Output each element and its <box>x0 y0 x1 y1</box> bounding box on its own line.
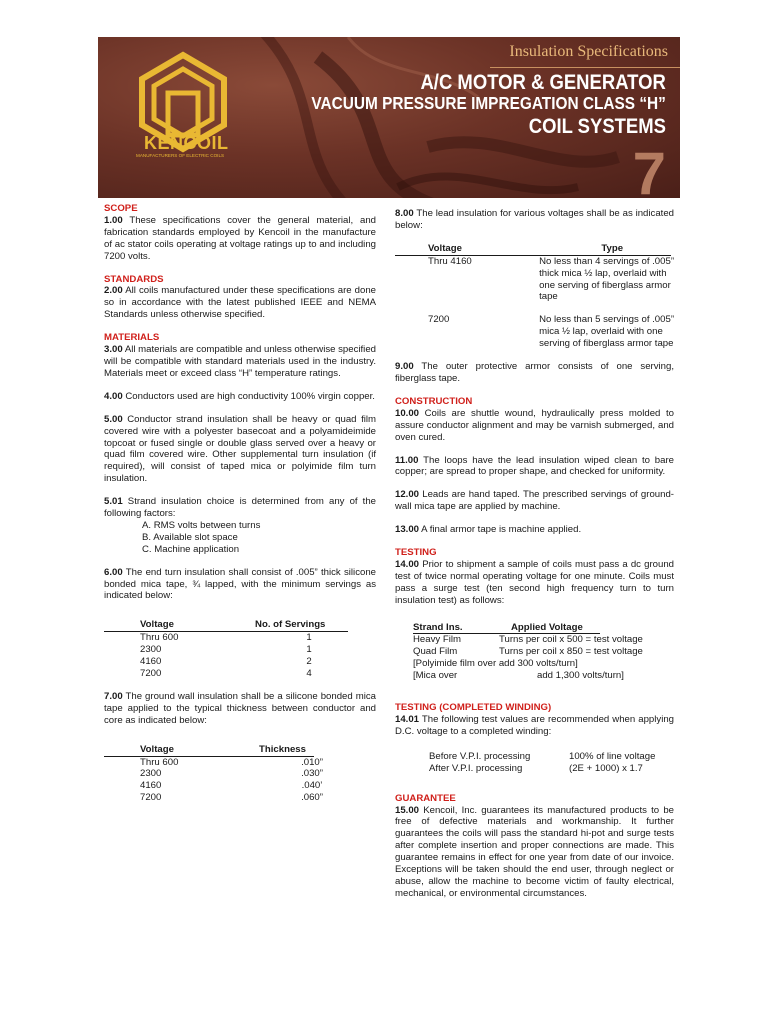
thickness-table <box>104 744 376 805</box>
list-item: A. RMS volts between turns <box>142 519 261 531</box>
table-cell: 2300 <box>140 768 162 780</box>
clause-number: 14.00 <box>395 558 420 570</box>
table-note <box>413 670 674 682</box>
heading-standards: STANDARDS <box>104 273 164 285</box>
clause-number: 6.00 <box>104 566 123 578</box>
banner-title-line-2: VACUUM PRESSURE IMPREGATION CLASS “H” <box>311 93 666 113</box>
table-header <box>413 622 600 635</box>
lead-insulation-table <box>395 243 674 350</box>
table-cell: Before V.P.I. processing <box>429 750 531 762</box>
clause-text: All coils manufactured under these specifications are done so in accordance with the latest published IEEE and NEMA Standards unless otherwise specified. <box>104 285 377 321</box>
servings-table <box>104 619 376 680</box>
paragraph-7-00 <box>104 691 376 727</box>
table-row <box>395 314 674 350</box>
table-cell: 4160 <box>140 780 162 792</box>
table-cell: No less than 4 servings of .005” thick mica ½ lap, overlaid with one serving of fiberglass armor tape <box>539 255 675 303</box>
table-cell: 7200 <box>140 792 162 804</box>
column-header: Applied Voltage <box>511 621 583 633</box>
column-header: Voltage <box>140 619 174 631</box>
table-cell: 2 <box>306 656 312 668</box>
table-row <box>104 656 376 668</box>
table-row <box>104 644 376 656</box>
list-item: B. Available slot space <box>142 531 238 543</box>
list-item: C. Machine application <box>142 543 240 555</box>
header-banner <box>98 37 680 198</box>
table-cell: Thru 600 <box>140 632 179 644</box>
paragraph-6-00 <box>104 567 376 603</box>
clause-number: 14.01 <box>395 714 420 725</box>
heading-scope: SCOPE <box>104 203 138 214</box>
paragraph-11-00 <box>395 455 674 479</box>
clause-number: 9.00 <box>395 361 414 373</box>
table-cell: Turns per coil x 500 = test voltage <box>499 634 643 646</box>
table-cell: Quad Film <box>413 646 458 658</box>
clause-text: The ground wall insulation shall be a silicone bonded mica tape applied to the typical thickness between conductor and core as indicated below: <box>104 690 376 726</box>
paragraph-14-01 <box>395 714 674 738</box>
paragraph-15-00 <box>395 805 674 900</box>
clause-text: Conductors used are high conductivity 100% virgin copper. <box>125 390 375 402</box>
clause-text: The end turn insulation shall consist of .005” thick silicone bonded mica tape, ¾ lapped, with the minimum servings as indicated below: <box>104 566 376 602</box>
banner-title-line-1: A/C MOTOR & GENERATOR <box>420 71 666 94</box>
column-header: Type <box>601 242 624 254</box>
clause-number: 15.00 <box>395 804 420 816</box>
paragraph-14-00 <box>395 559 674 607</box>
clause-text: Strand insulation choice is determined from any of the following factors: <box>104 496 377 520</box>
banner-divider <box>490 67 680 68</box>
left-column <box>104 203 376 815</box>
heading-guarantee: GUARANTEE <box>395 792 456 804</box>
clause-text: All materials are compatible and unless otherwise specified will be compatible with standard materials used in the industry. Materials meet or exceed class “H” temperature ratings. <box>104 344 376 379</box>
clause-number: 5.00 <box>104 413 123 425</box>
table-cell: Heavy Film <box>413 634 461 646</box>
clause-number: 7.00 <box>104 690 123 702</box>
clause-text: Prior to shipment a sample of coils must pass a dc ground test of twice normal operating voltage for one minute. Coils must pass a surge test (ten second high frequency turn to turn insulation test) as follows: <box>395 558 674 606</box>
table-cell: .040’ <box>301 780 323 792</box>
column-header: Voltage <box>428 242 462 254</box>
paragraph-10-00 <box>395 408 674 444</box>
column-header: Thickness <box>259 743 306 755</box>
clause-number: 8.00 <box>395 208 414 219</box>
table-cell: 1 <box>306 632 312 644</box>
column-header: Strand Ins. <box>413 621 463 633</box>
clause-number: 3.00 <box>104 344 123 356</box>
table-row <box>104 792 376 804</box>
paragraph-3-00 <box>104 344 376 380</box>
table-row <box>104 632 376 644</box>
table-cell: After V.P.I. processing <box>429 762 523 774</box>
table-cell: 7200 <box>428 314 450 326</box>
logo-tagline: MANUFACTURERS OF ELECTRIC COILS <box>136 153 225 158</box>
table-row <box>429 763 674 775</box>
column-header: No. of Servings <box>255 619 326 631</box>
table-cell: Thru 600 <box>140 756 179 768</box>
table-cell: [Mica over <box>413 670 458 682</box>
kencoil-logo-icon <box>128 51 238 181</box>
table-cell: Turns per coil x 850 = test voltage <box>499 646 643 658</box>
heading-testing-completed-winding: TESTING (COMPLETED WINDING) <box>395 702 552 714</box>
table-cell: 2300 <box>140 644 162 656</box>
clause-text: Conductor strand insulation shall be heavy or quad film covered wire with a polyester basecoat and a polyamideimide topcoat or fused single or double glass served over a heavy or quad film covered wire. Other supplemental turn insulation (if required), will consist of taped mica or polyimide film turn insulation. <box>104 413 376 485</box>
table-cell: .010” <box>301 756 323 768</box>
table-row <box>104 780 376 792</box>
clause-number: 13.00 <box>395 524 420 536</box>
clause-text: A final armor tape is machine applied. <box>421 524 582 536</box>
clause-text: Leads are hand taped. The prescribed servings of ground-wall mica tape are applied by machine. <box>395 489 674 513</box>
clause-text: The loops have the lead insulation wiped clean to bare copper; are spread to proper shape, and checked for uniformity. <box>395 454 674 478</box>
paragraph-5-01 <box>104 496 376 520</box>
paragraph-12-00 <box>395 489 674 513</box>
table-row <box>104 757 376 769</box>
banner-kicker: Insulation Specifications <box>509 43 668 60</box>
clause-number: 10.00 <box>395 407 420 419</box>
table-row <box>104 768 376 780</box>
clause-text: Coils are shuttle wound, hydraulically press molded to assure conductor alignment and may be varnish submerged, and oven cured. <box>395 407 674 443</box>
paragraph-4-00 <box>104 391 376 403</box>
table-row <box>413 634 674 646</box>
paragraph-8-00 <box>395 208 674 232</box>
logo-wordmark: KENCOIL <box>144 133 229 153</box>
clause-text: These specifications cover the general material, and fabrication standards employed by Kencoil in the manufacture of ac stator coils operating at voltage ratings up to and including 7200 volts. <box>104 214 376 262</box>
clause-number: 1.00 <box>104 214 123 226</box>
table-row <box>429 751 674 763</box>
heading-testing: TESTING <box>395 547 437 559</box>
section-number: 7 <box>632 140 666 198</box>
right-column <box>395 208 674 911</box>
clause-number: 2.00 <box>104 285 123 297</box>
clause-text: The following test values are recommended when applying D.C. voltage to a completed winding: <box>395 714 674 737</box>
clause-number: 5.01 <box>104 496 123 508</box>
table-header <box>104 619 348 632</box>
paragraph-1-00 <box>104 215 376 263</box>
table-cell: 4 <box>306 668 312 679</box>
table-row <box>104 668 376 680</box>
table-header <box>104 744 314 756</box>
table-cell: .030” <box>301 768 323 780</box>
dc-test-values <box>429 751 674 775</box>
column-header: Voltage <box>140 743 174 755</box>
clause-number: 12.00 <box>395 489 420 501</box>
paragraph-13-00 <box>395 524 674 536</box>
table-header <box>395 243 671 256</box>
table-row <box>395 256 674 304</box>
table-cell: Thru 4160 <box>428 255 472 267</box>
clause-text: The lead insulation for various voltages shall be as indicated below: <box>395 208 674 231</box>
heading-construction: CONSTRUCTION <box>395 395 473 407</box>
table-row <box>413 646 674 658</box>
table-cell: 7200 <box>140 668 162 679</box>
table-cell: (2E + 1000) x 1.7 <box>569 762 643 774</box>
table-cell: 1 <box>306 644 312 656</box>
table-cell: 4160 <box>140 656 162 668</box>
banner-title-line-3: COIL SYSTEMS <box>528 115 666 138</box>
heading-materials: MATERIALS <box>104 332 160 344</box>
table-cell: No less than 5 servings of .005” mica ½ lap, overlaid with one serving of fiberglass armor tape <box>539 314 675 350</box>
clause-text: The outer protective armor consists of one serving, fiberglass tape. <box>395 361 674 384</box>
clause-number: 11.00 <box>395 454 419 466</box>
clause-number: 4.00 <box>104 390 123 402</box>
factor-list <box>142 520 376 556</box>
surge-test-table <box>413 622 674 683</box>
table-cell: .060” <box>301 792 323 804</box>
paragraph-5-00 <box>104 414 376 485</box>
table-cell: add 1,300 volts/turn] <box>537 670 624 682</box>
paragraph-9-00 <box>395 361 674 385</box>
clause-text: Kencoil, Inc. guarantees its manufactured products to be free of defective materials and workmanship. It further guarantees the coils will pass the standard hi-pot and surge tests after complete insertion and proper connections are made. This guarantee remains in effect for one year from date of our invoice. Exceptions will be taken should the end user, through neglect or abuse, allow the machine to become victim of faulty electrical, mechanical, or environmental circumstances. <box>395 804 675 899</box>
table-note: [Polyimide film over add 300 volts/turn] <box>413 658 578 670</box>
paragraph-2-00 <box>104 285 376 321</box>
table-cell: 100% of line voltage <box>569 750 656 762</box>
